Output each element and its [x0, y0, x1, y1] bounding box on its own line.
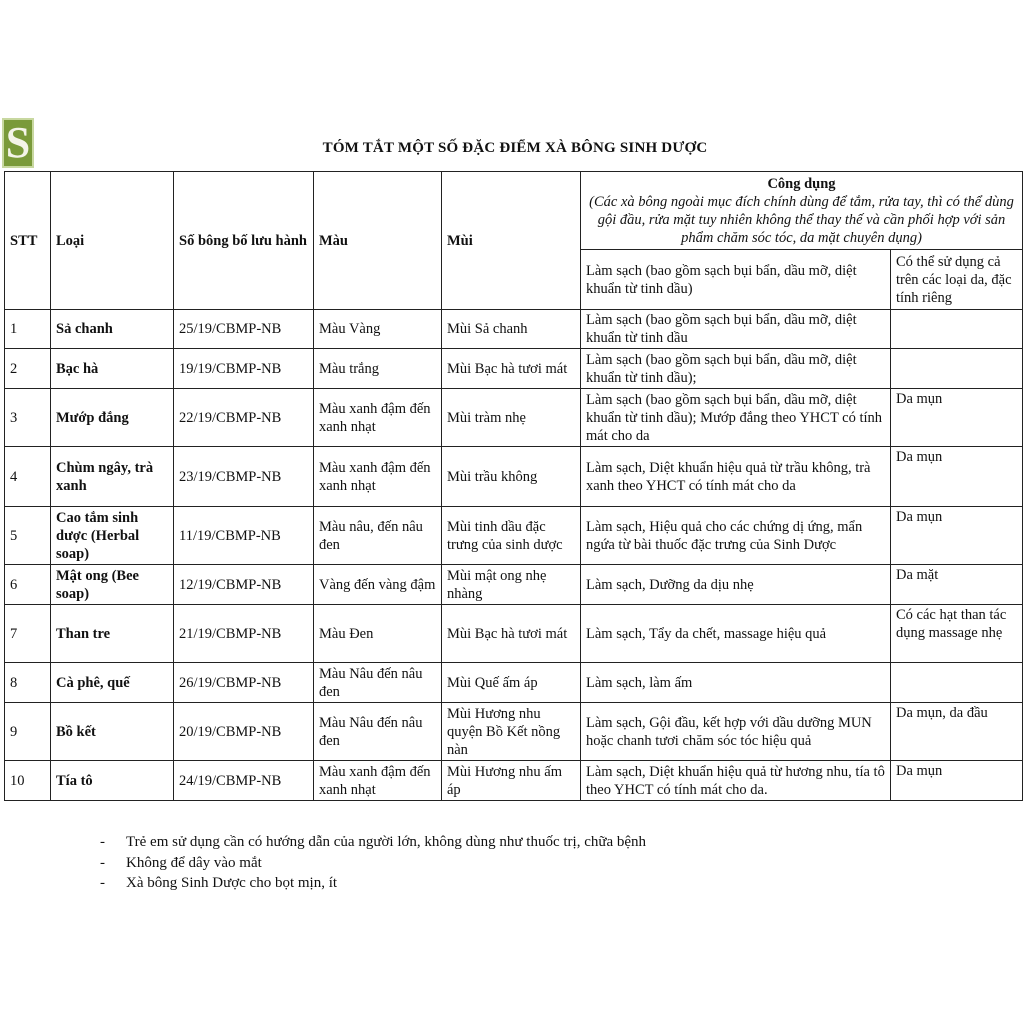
- soap-characteristics-table: [4, 171, 1023, 801]
- cell-mau: Màu Đen: [314, 605, 442, 663]
- bullet-dash: -: [100, 834, 105, 850]
- cell-cong-dung: Làm sạch, làm ấm: [581, 663, 891, 703]
- header-mau: Màu: [314, 172, 442, 310]
- cell-so-bong: 21/19/CBMP-NB: [174, 605, 314, 663]
- subheader-dac-tinh: Có thể sử dụng cả trên các loại da, đặc tính riêng: [891, 250, 1023, 310]
- cell-mui: Mùi Hương nhu quyện Bồ Kết nồng nàn: [442, 703, 581, 761]
- table-row: [5, 565, 1023, 605]
- cell-dac-tinh: Da mụn: [891, 389, 1023, 447]
- cell-dac-tinh: [891, 310, 1023, 349]
- cell-cong-dung: Làm sạch, Tẩy da chết, massage hiệu quả: [581, 605, 891, 663]
- table-row: [5, 310, 1023, 349]
- cong-dung-title: Công dụng: [767, 175, 836, 192]
- table-row: [5, 703, 1023, 761]
- table-row: [5, 605, 1023, 663]
- cell-cong-dung: Làm sạch, Dưỡng da dịu nhẹ: [581, 565, 891, 605]
- cell-so-bong: 19/19/CBMP-NB: [174, 349, 314, 389]
- cell-dac-tinh: Da mụn, da đầu: [891, 703, 1023, 761]
- cell-stt: 7: [5, 605, 51, 663]
- bullet-dash: -: [100, 875, 105, 891]
- cell-mui: Mùi tinh dầu đặc trưng của sinh dược: [442, 507, 581, 565]
- cell-mui: Mùi mật ong nhẹ nhàng: [442, 565, 581, 605]
- cell-cong-dung: Làm sạch (bao gồm sạch bụi bẩn, dầu mỡ, diệt khuẩn từ tinh dầu); Mướp đắng theo YHCT có tính mát cho da: [581, 389, 891, 447]
- cell-loai: Sả chanh: [51, 310, 174, 349]
- cell-loai: Tía tô: [51, 761, 174, 801]
- cell-so-bong: 26/19/CBMP-NB: [174, 663, 314, 703]
- cell-cong-dung: Làm sạch (bao gồm sạch bụi bẩn, dầu mỡ, diệt khuẩn từ tinh dầu: [581, 310, 891, 349]
- cell-stt: 3: [5, 389, 51, 447]
- cell-mui: Mùi Sả chanh: [442, 310, 581, 349]
- header-row: [5, 172, 1023, 250]
- cell-mui: Mùi tràm nhẹ: [442, 389, 581, 447]
- cell-loai: Mật ong (Bee soap): [51, 565, 174, 605]
- cong-dung-note: (Các xà bông ngoài mục đích chính dùng để tắm, rửa tay, thì có thể dùng gội đầu, rửa mặt tuy nhiên không thể thay thế và cần phối hợp với sản phẩm chăm sóc tóc, da mặt chuyên dụng): [589, 193, 1014, 246]
- cell-cong-dung: Làm sạch, Gội đầu, kết hợp với dầu dưỡng MUN hoặc chanh tươi chăm sóc tóc hiệu quả: [581, 703, 891, 761]
- table-row: [5, 663, 1023, 703]
- subheader-lam-sach: Làm sạch (bao gồm sạch bụi bẩn, dầu mỡ, diệt khuẩn từ tinh dầu): [581, 250, 891, 310]
- header-cong-dung: [581, 172, 1023, 250]
- bullet-dash: -: [100, 854, 105, 871]
- cell-so-bong: 20/19/CBMP-NB: [174, 703, 314, 761]
- cell-dac-tinh: Da mụn: [891, 761, 1023, 801]
- list-item: [100, 832, 646, 853]
- cell-cong-dung: Làm sạch, Hiệu quả cho các chứng dị ứng, mẩn ngứa từ bài thuốc đặc trưng của Sinh Dược: [581, 507, 891, 565]
- cell-mau: Vàng đến vàng đậm: [314, 565, 442, 605]
- logo-letter: S: [5, 118, 31, 167]
- header-loai: Loại: [51, 172, 174, 310]
- cell-stt: 10: [5, 761, 51, 801]
- cell-mui: Mùi Bạc hà tươi mát: [442, 349, 581, 389]
- cell-mui: Mùi Hương nhu ấm áp: [442, 761, 581, 801]
- cell-dac-tinh: Da mụn: [891, 507, 1023, 565]
- cell-so-bong: 25/19/CBMP-NB: [174, 310, 314, 349]
- list-item: [100, 873, 646, 894]
- note-text: Trẻ em sử dụng cần có hướng dẫn của người lớn, không dùng như thuốc trị, chữa bệnh: [126, 834, 647, 850]
- cell-loai: Bồ kết: [51, 703, 174, 761]
- cell-cong-dung: Làm sạch, Diệt khuẩn hiệu quả từ trầu không, trà xanh theo YHCT có tính mát cho da: [581, 447, 891, 507]
- cell-so-bong: 23/19/CBMP-NB: [174, 447, 314, 507]
- cell-stt: 5: [5, 507, 51, 565]
- cell-stt: 1: [5, 310, 51, 349]
- cell-so-bong: 24/19/CBMP-NB: [174, 761, 314, 801]
- table-row: [5, 761, 1023, 801]
- cell-mau: Màu nâu, đến nâu đen: [314, 507, 442, 565]
- list-item: [100, 853, 646, 874]
- cell-mui: Mùi Quế ấm áp: [442, 663, 581, 703]
- cell-mui: Mùi Bạc hà tươi mát: [442, 605, 581, 663]
- cell-mau: Màu Nâu đến nâu đen: [314, 663, 442, 703]
- cell-mau: Màu trắng: [314, 349, 442, 389]
- note-text: Xà bông Sinh Dược cho bọt mịn, ít: [126, 875, 338, 891]
- cell-loai: Cà phê, quế: [51, 663, 174, 703]
- cell-cong-dung: Làm sạch (bao gồm sạch bụi bẩn, dầu mỡ, diệt khuẩn từ tinh dầu);: [581, 349, 891, 389]
- table-row: [5, 349, 1023, 389]
- cell-mau: Màu xanh đậm đến xanh nhạt: [314, 447, 442, 507]
- cell-so-bong: 22/19/CBMP-NB: [174, 389, 314, 447]
- cell-mau: Màu Nâu đến nâu đen: [314, 703, 442, 761]
- header-mui: Mùi: [442, 172, 581, 310]
- cell-dac-tinh: [891, 663, 1023, 703]
- cell-dac-tinh: [891, 349, 1023, 389]
- cell-loai: Bạc hà: [51, 349, 174, 389]
- header-stt: STT: [5, 172, 51, 310]
- cell-so-bong: 11/19/CBMP-NB: [174, 507, 314, 565]
- cell-cong-dung: Làm sạch, Diệt khuẩn hiệu quả từ hương nhu, tía tô theo YHCT có tính mát cho da.: [581, 761, 891, 801]
- document-title: TÓM TẮT MỘT SỐ ĐẶC ĐIỂM XÀ BÔNG SINH DƯỢC: [322, 140, 708, 156]
- cell-stt: 6: [5, 565, 51, 605]
- cell-loai: Mướp đắng: [51, 389, 174, 447]
- cell-mau: Màu xanh đậm đến xanh nhạt: [314, 761, 442, 801]
- table-row: [5, 507, 1023, 565]
- cell-mau: Màu xanh đậm đến xanh nhạt: [314, 389, 442, 447]
- cell-loai: Chùm ngây, trà xanh: [51, 447, 174, 507]
- cell-loai: Cao tắm sinh dược (Herbal soap): [51, 507, 174, 565]
- cell-so-bong: 12/19/CBMP-NB: [174, 565, 314, 605]
- cell-dac-tinh: Da mặt: [891, 565, 1023, 605]
- cell-stt: 8: [5, 663, 51, 703]
- cell-loai: Than tre: [51, 605, 174, 663]
- header-so-bong: Số bông bố lưu hành: [174, 172, 314, 310]
- cell-mau: Màu Vàng: [314, 310, 442, 349]
- table-row: [5, 447, 1023, 507]
- cell-stt: 4: [5, 447, 51, 507]
- cell-stt: 9: [5, 703, 51, 761]
- cell-dac-tinh: Da mụn: [891, 447, 1023, 507]
- notes-list: [100, 832, 646, 894]
- table-row: [5, 389, 1023, 447]
- cell-mui: Mùi trầu không: [442, 447, 581, 507]
- cell-dac-tinh: Có các hạt than tác dụng massage nhẹ: [891, 605, 1023, 663]
- note-text: Không để dây vào mắt: [126, 854, 262, 871]
- cell-stt: 2: [5, 349, 51, 389]
